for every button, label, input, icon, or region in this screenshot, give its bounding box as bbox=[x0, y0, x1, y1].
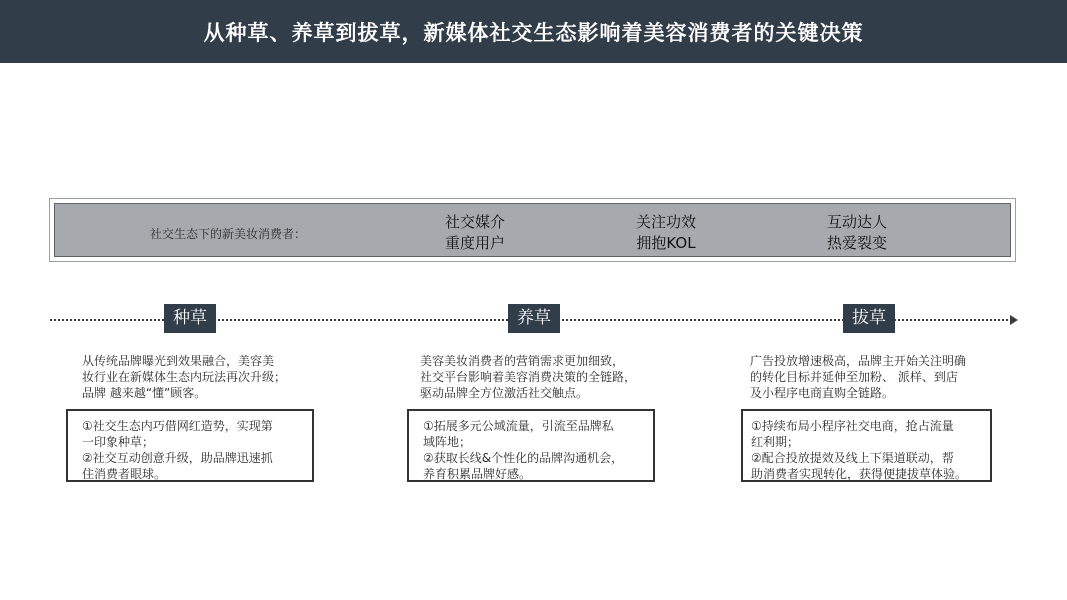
stage-description bbox=[82, 353, 322, 401]
point-line: ①社交生态内巧借网红造势，实现第 bbox=[82, 419, 273, 433]
profile-tag-efficacy bbox=[621, 212, 711, 254]
desc-line: 及小程序电商直购全链路。 bbox=[750, 386, 895, 400]
desc-line: 妆行业在新媒体生态内玩法再次升级； bbox=[82, 370, 287, 384]
point-line: 住消费者眼球。 bbox=[82, 467, 167, 481]
point-line: 助消费者实现转化，获得便捷拔草体验。 bbox=[751, 467, 968, 481]
page-header bbox=[0, 0, 1067, 63]
tag-line: 互动达人 bbox=[826, 213, 887, 231]
point-line: 红利期； bbox=[751, 435, 800, 449]
stage-points-box bbox=[66, 409, 314, 482]
desc-line: 广告投放增速极高，品牌主开始关注明确 bbox=[750, 354, 967, 368]
stage-label-nurturing bbox=[508, 304, 560, 333]
desc-line: 驱动品牌全方位激活社交触点。 bbox=[420, 386, 589, 400]
point-line: ②获取长线&个性化的品牌沟通机会， bbox=[423, 451, 624, 465]
timeline-arrow-icon bbox=[1010, 315, 1018, 325]
desc-line: 从传统品牌曝光到效果融合，美容美 bbox=[82, 354, 275, 368]
tag-line: 关注功效 bbox=[635, 213, 696, 231]
stage-points-box bbox=[741, 409, 992, 482]
tag-line: 热爱裂变 bbox=[826, 234, 887, 252]
point-line: 养育积累品牌好感。 bbox=[423, 467, 532, 481]
point-line: ②社交互动创意升级，助品牌迅速抓 bbox=[82, 451, 273, 465]
desc-line: 品牌 越来越“懂”顾客。 bbox=[82, 386, 207, 400]
profile-tag-interaction bbox=[812, 212, 902, 254]
stage-title: 养草 bbox=[517, 308, 551, 328]
stage-title: 拔草 bbox=[852, 308, 886, 328]
tag-line: 社交媒介 bbox=[444, 213, 505, 231]
stage-description bbox=[420, 353, 670, 401]
stage-label-purchasing bbox=[843, 304, 895, 333]
consumer-profile-banner bbox=[49, 198, 1016, 262]
profile-tag-social-media bbox=[430, 212, 520, 254]
tag-line: 重度用户 bbox=[444, 234, 505, 252]
point-line: ②配合投放提效及线上下渠道联动，帮 bbox=[751, 451, 954, 465]
stage-title: 种草 bbox=[173, 308, 207, 328]
desc-line: 美容美妆消费者的营销需求更加细致， bbox=[420, 354, 625, 368]
profile-label: 社交生态下的新美妆消费者： bbox=[150, 227, 307, 241]
consumer-profile-panel bbox=[54, 203, 1011, 257]
page-title: 从种草、养草到拔草，新媒体社交生态影响着美容消费者的关键决策 bbox=[203, 20, 864, 45]
point-line: 域阵地； bbox=[423, 435, 472, 449]
point-line: 一印象种草； bbox=[82, 435, 155, 449]
desc-line: 社交平台影响着美容消费决策的全链路， bbox=[420, 370, 637, 384]
point-line: ①拓展多元公域流量，引流至品牌私 bbox=[423, 419, 614, 433]
stage-label-seeding bbox=[164, 304, 216, 333]
stage-points-box bbox=[407, 409, 655, 482]
stage-description bbox=[750, 353, 1010, 401]
desc-line: 的转化目标并延伸至加粉、 派样、到店 bbox=[750, 370, 958, 384]
tag-line: 拥抱KOL bbox=[636, 234, 696, 252]
point-line: ①持续布局小程序社交电商，抢占流量 bbox=[751, 419, 954, 433]
